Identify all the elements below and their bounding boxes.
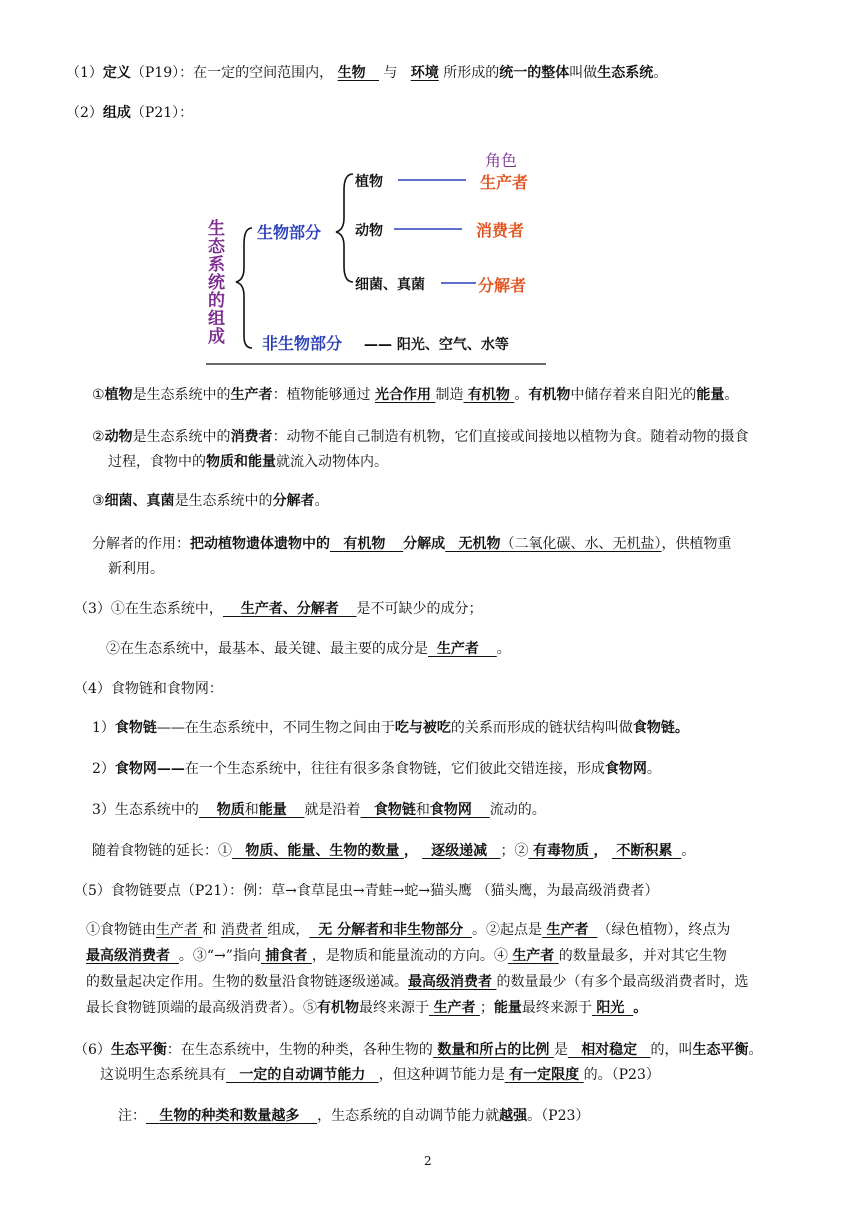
animal-line-2: 过程，食物中的物质和能量就流入动物体内。 — [108, 454, 388, 470]
eco-balance-line-2: 这说明生态系统具有 一定的自动调节能力 ，但这种调节能力是 有一定限度 的。（P23） — [100, 1067, 660, 1083]
ecosystem-composition-diagram — [200, 140, 560, 370]
food-chain-web-heading: （4）食物链和食物网： — [74, 681, 223, 697]
points-line-2: 最高级消费者 。③“→”指向 捕食者 ，是物质和能量流动的方向。④ 生产者 的数量最多，并对其它生物 — [86, 948, 727, 964]
definition-line: （1）定义（P19）：在一定的空间范围内， 生物 与 环境 所形成的统一的整体叫做生态系统。 — [66, 65, 668, 81]
food-chain-def: 1）食物链——在生态系统中，不同生物之间由于吃与被吃的关系而形成的链状结构叫做食物链。 — [92, 720, 689, 736]
row-microbe-role: 分解者 — [478, 276, 527, 295]
row-plant-role: 生产者 — [480, 173, 529, 192]
role-header: 角色 — [485, 151, 518, 170]
composition-heading: （2）组成（P21）： — [66, 105, 194, 121]
food-chain-points-heading: （5）食物链要点（P21）：例：草→食草昆虫→青蛙→蛇→猫头鹰 （猫头鹰，为最高级消费者） — [74, 883, 659, 899]
decomposer-role-line-1: 分解者的作用：把动植物遗体遗物中的 有机物 分解成 无机物（二氧化碳、水、无机盐），供植物重 — [92, 536, 732, 552]
points-line-3: 的数量起决定作用。生物的数量沿食物链逐级递减。最高级消费者 的数量最少（有多个最高级消费者时，选 — [86, 974, 749, 990]
row-animal-name: 动物 — [355, 223, 383, 239]
chain-length-line: 随着食物链的延长：① 物质、能量、生物的数量 ， 逐级递减 ；② 有毒物质 ， 不断积累 。 — [92, 843, 696, 859]
microbe-line: ③细菌、真菌是生态系统中的分解者。 — [92, 493, 329, 509]
row-plant-name: 植物 — [355, 174, 383, 190]
points-line-4: 最长食物链顶端的最高级消费者）。⑤有机物最终来源于 生产者 ；能量最终来源于 阳光 。 — [86, 1000, 648, 1016]
note-line: 注： 生物的种类和数量越多 ，生态系统的自动调节能力就越强。（P23） — [118, 1108, 590, 1124]
abiotic-part-label: 非生物部分 — [262, 334, 343, 353]
blank-environment: 环境 — [410, 65, 439, 81]
biotic-part-label: 生物部分 — [257, 223, 322, 242]
eco-balance-line-1: （6）生态平衡：在生态系统中，生物的种类，各种生物的 数量和所占的比例 是 相对稳定 的，叫生态平衡。 — [74, 1042, 763, 1058]
food-web-def: 2）食物网——在一个生态系统中，往往有很多条食物链，它们彼此交错连接，形成食物网。 — [92, 761, 661, 777]
diagram-root-label: 生 态 系 统 的 组 成 — [208, 219, 225, 347]
animal-line-1: ②动物是生态系统中的消费者：动物不能自己制造有机物，它们直接或间接地以植物为食。随着动物的摄食 — [92, 429, 749, 445]
key-component-line: ②在生态系统中，最基本、最关键、最主要的成分是 生产者 。 — [106, 641, 511, 657]
row-microbe-name: 细菌、真菌 — [355, 277, 425, 293]
flow-line: 3）生态系统中的 物质和能量 就是沿着 食物链和食物网 流动的。 — [92, 802, 546, 818]
points-line-1: ①食物链由生产者 和 消费者 组成， 无 分解者和非生物部分 。②起点是 生产者 （绿色植物），终点为 — [86, 922, 731, 938]
decomposer-role-line-2: 新利用。 — [108, 561, 164, 577]
essential-components-line: （3）①在生态系统中， 生产者、分解者 是不可缺少的成分； — [74, 601, 483, 617]
abiotic-items: —— 阳光、空气、水等 — [364, 337, 509, 353]
plant-line: ①植物是生态系统中的生产者：植物能够通过 光合作用 制造 有机物 。有机物中储存着来自阳光的能量。 — [92, 387, 739, 403]
page-number: 2 — [424, 1154, 432, 1168]
blank-organism: 生物 — [337, 65, 366, 81]
row-animal-role: 消费者 — [476, 221, 525, 240]
